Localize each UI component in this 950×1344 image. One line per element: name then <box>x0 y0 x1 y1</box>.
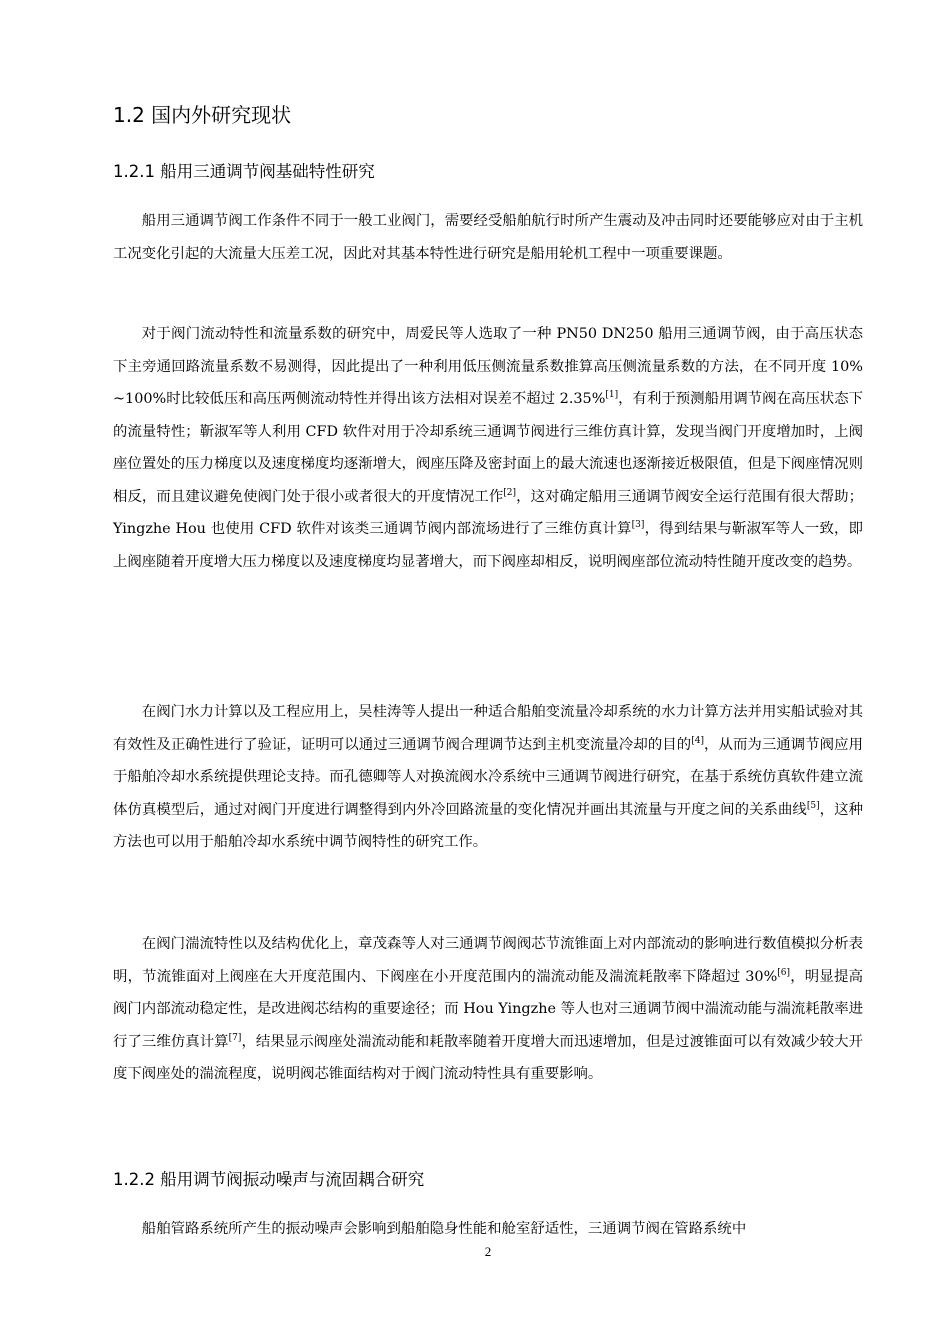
paragraph-4-text-c: ，结果显示阀座处湍流动能和耗散率随着开度增大而迅速增加，但是过渡锥面可以有效减少较大开度下阀座处的湍流程度，说明阀芯锥面结构对于阀门流动特性具有重要影响。 <box>113 1033 863 1082</box>
citation-5: [5] <box>806 800 820 811</box>
document-page <box>113 0 863 1344</box>
citation-6: [6] <box>777 967 791 978</box>
paragraph-4-text-b: ，明显提高阀门内部流动稳定性，是改进阀芯结构的重要途径；而 Hou Yingzhe 等人也对三通调节阀中湍流动能与湍流耗散率进行了三维仿真计算 <box>113 968 863 1050</box>
subsection-heading-1-2-2: 1.2.2 船用调节阀振动噪声与流固耦合研究 <box>113 1170 425 1189</box>
paragraph-2 <box>113 318 863 578</box>
citation-7: [7] <box>228 1032 242 1043</box>
subsection-heading-1-2-1: 1.2.1 船用三通调节阀基础特性研究 <box>113 162 375 181</box>
paragraph-3-text-a: 在阀门水力计算以及工程应用上，吴桂涛等人提出一种适合船舶变流量冷却系统的水力计算方法并用实船试验对其有效性及正确性进行了验证，证明可以通过三通调节阀合理调节达到主机变流量冷却的目的 <box>113 704 863 753</box>
citation-4: [4] <box>691 735 704 746</box>
paragraph-2-text-a: 对于阀门流动特性和流量系数的研究中，周爱民等人选取了一种 PN50 DN250 船用三通调节阀，由于高压状态下主旁通回路流量系数不易测得，因此提出了一种利用低压侧流量系数推算高压侧流量系数的方法，在不同开度 10%~100%时比较低压和高压两侧流动特性并得出该方法相对误差不超过 2.35% <box>113 326 863 407</box>
paragraph-4-text-a: 在阀门湍流特性以及结构优化上，章茂森等人对三通调节阀阀芯节流锥面上对内部流动的影响进行数值模拟分析表明，节流锥面对上阀座在大开度范围内、下阀座在小开度范围内的湍流动能及湍流耗散率下降超过 30% <box>113 936 863 985</box>
paragraph-1 <box>113 205 863 270</box>
citation-3: [3] <box>631 520 645 531</box>
paragraph-3 <box>113 696 863 859</box>
citation-1: [1] <box>605 390 619 401</box>
paragraph-5 <box>113 1213 863 1246</box>
paragraph-2-text-b: ，有利于预测船用调节阀在高压状态下的流量特性；靳淑军等人利用 CFD 软件对用于冷却系统三通调节阀进行三维仿真计算，发现当阀门开度增加时，上阀座位置处的压力梯度以及速度梯度均逐渐增大，阀座压降及密封面上的最大流速也逐渐接近极限值，但是下阀座情况则相反，而且建议避免使阀门处于很小或者很大的开度情况工作 <box>113 391 863 505</box>
citation-2: [2] <box>503 487 517 498</box>
section-heading: 1.2 国内外研究现状 <box>113 103 292 127</box>
paragraph-3-text-b: ，从而为三通调节阀应用于船舶冷却水系统提供理论支持。而孔德卿等人对换流阀水冷系统中三通调节阀进行研究，在基于系统仿真软件建立流体仿真模型后，通过对阀门开度进行调整得到内外冷回路流量的变化情况并画出其流量与开度之间的关系曲线 <box>113 736 863 818</box>
paragraph-4 <box>113 928 863 1091</box>
page-number: 2 <box>484 1244 492 1259</box>
paragraph-2-text-d: ，得到结果与靳淑军等人一致，即上阀座随着开度增大压力梯度以及速度梯度均显著增大，而下阀座却相反，说明阀座部位流动特性随开度改变的趋势。 <box>113 521 863 570</box>
paragraph-5-text: 船舶管路系统所产生的振动噪声会影响到船舶隐身性能和舱室舒适性，三通调节阀在管路系统中 <box>141 1221 747 1237</box>
paragraph-2-text-c: ，这对确定船用三通调节阀安全运行范围有很大帮助；Yingzhe Hou 也使用 CFD 软件对该类三通调节阀内部流场进行了三维仿真计算 <box>113 488 863 537</box>
paragraph-1-text: 船用三通调节阀工作条件不同于一般工业阀门，需要经受船舶航行时所产生震动及冲击同时还要能够应对由于主机工况变化引起的大流量大压差工况，因此对其基本特性进行研究是船用轮机工程中一项重要课题。 <box>113 213 863 262</box>
paragraph-3-text-c: ，这种方法也可以用于船舶冷却水系统中调节阀特性的研究工作。 <box>113 801 863 850</box>
